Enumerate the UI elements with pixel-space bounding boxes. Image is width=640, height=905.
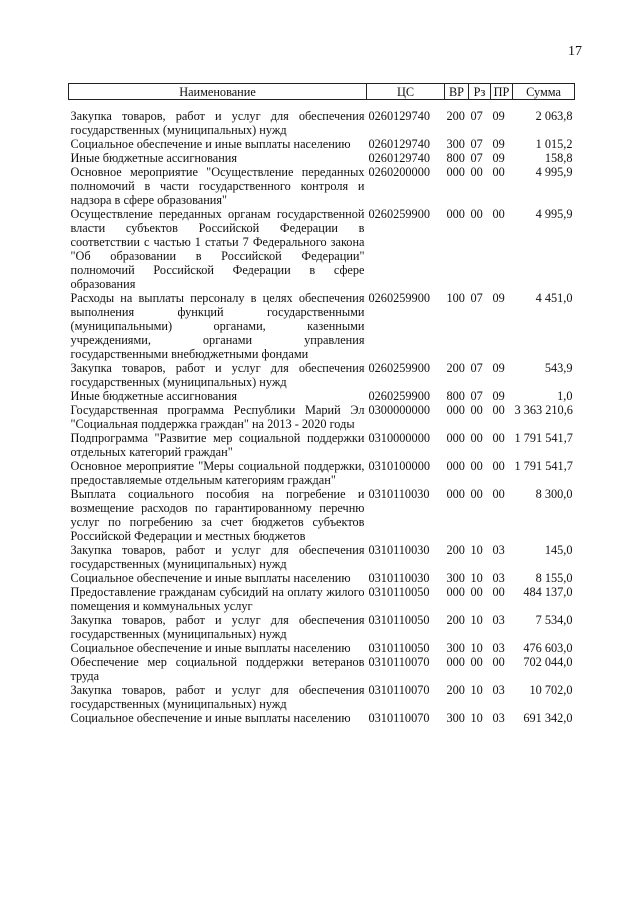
header-vr: ВР xyxy=(445,84,469,100)
cell-rz: 07 xyxy=(470,361,483,375)
cell-cs: 0260129740 xyxy=(368,109,430,123)
table-row xyxy=(69,403,575,431)
cell-vr: 000 xyxy=(446,403,465,417)
cell-rz: 10 xyxy=(470,543,483,557)
cell-pr: 09 xyxy=(492,109,505,123)
cell-vr: 100 xyxy=(446,291,465,305)
cell-sum: 8 300,0 xyxy=(535,487,573,501)
table-row xyxy=(69,585,575,613)
cell-pr: 00 xyxy=(492,655,505,669)
cell-name: Иные бюджетные ассигнования xyxy=(70,151,238,165)
header-cs: ЦС xyxy=(367,84,445,100)
cell-name: Социальное обеспечение и иные выплаты населению xyxy=(70,711,351,725)
table-row xyxy=(69,389,575,403)
cell-cs: 0310100000 xyxy=(368,459,430,473)
table-row xyxy=(69,431,575,459)
table-row xyxy=(69,641,575,655)
cell-sum: 8 155,0 xyxy=(535,571,573,585)
table-row xyxy=(69,487,575,543)
table-row xyxy=(69,683,575,711)
cell-name: Государственная программа Республики Марий Эл "Социальная поддержка граждан" на 2013 - 2020 годы xyxy=(70,403,365,431)
cell-cs: 0260129740 xyxy=(368,151,430,165)
cell-name: Подпрограмма "Развитие мер социальной поддержки отдельных категорий граждан" xyxy=(70,431,365,459)
cell-pr: 00 xyxy=(492,585,505,599)
cell-rz: 00 xyxy=(470,403,483,417)
table-header-row xyxy=(69,84,575,100)
cell-sum: 1 015,2 xyxy=(535,137,573,151)
table-row xyxy=(69,543,575,571)
cell-rz: 10 xyxy=(470,571,483,585)
cell-sum: 4 995,9 xyxy=(535,207,573,221)
cell-pr: 03 xyxy=(492,613,505,627)
table-row xyxy=(69,613,575,641)
cell-sum: 702 044,0 xyxy=(523,655,573,669)
cell-name: Выплата социального пособия на погребение и возмещение расходов по гарантированному перечню услуг по погребению за счет бюджетов субъектов Российской Федерации и местных бюджетов xyxy=(70,487,365,543)
cell-name: Основное мероприятие "Осуществление переданных полномочий в части государственного контроля и надзора в сфере образования" xyxy=(70,165,365,207)
cell-rz: 00 xyxy=(470,207,483,221)
cell-pr: 09 xyxy=(492,137,505,151)
header-spacer xyxy=(69,100,575,110)
cell-vr: 000 xyxy=(446,165,465,179)
cell-pr: 09 xyxy=(492,291,505,305)
cell-vr: 000 xyxy=(446,585,465,599)
cell-name: Предоставление гражданам субсидий на оплату жилого помещения и коммунальных услуг xyxy=(70,585,365,613)
table-row xyxy=(69,571,575,585)
cell-vr: 000 xyxy=(446,487,465,501)
cell-sum: 691 342,0 xyxy=(523,711,573,725)
cell-sum: 4 995,9 xyxy=(535,165,573,179)
cell-rz: 00 xyxy=(470,165,483,179)
cell-cs: 0260259900 xyxy=(368,291,430,305)
cell-rz: 10 xyxy=(470,613,483,627)
cell-pr: 03 xyxy=(492,543,505,557)
cell-cs: 0310110030 xyxy=(368,487,430,501)
cell-name: Социальное обеспечение и иные выплаты населению xyxy=(70,571,351,585)
cell-name: Основное мероприятие "Меры социальной поддержки, предоставляемые отдельным категориям граждан" xyxy=(70,459,365,487)
table-row xyxy=(69,655,575,683)
cell-sum: 158,8 xyxy=(544,151,573,165)
cell-vr: 000 xyxy=(446,207,465,221)
cell-rz: 00 xyxy=(470,459,483,473)
cell-cs: 0260259900 xyxy=(368,389,430,403)
cell-cs: 0310110030 xyxy=(368,571,430,585)
cell-pr: 00 xyxy=(492,431,505,445)
cell-vr: 200 xyxy=(446,613,465,627)
cell-cs: 0260129740 xyxy=(368,137,430,151)
cell-cs: 0260200000 xyxy=(368,165,430,179)
cell-name: Закупка товаров, работ и услуг для обеспечения государственных (муниципальных) нужд xyxy=(70,683,365,711)
cell-sum: 543,9 xyxy=(544,361,573,375)
cell-pr: 00 xyxy=(492,207,505,221)
header-rz: Рз xyxy=(469,84,491,100)
cell-pr: 00 xyxy=(492,165,505,179)
cell-sum: 1,0 xyxy=(557,389,573,403)
cell-cs: 0310110070 xyxy=(368,711,430,725)
header-name: Наименование xyxy=(69,84,367,100)
cell-rz: 00 xyxy=(470,431,483,445)
header-sum: Сумма xyxy=(513,84,575,100)
cell-pr: 03 xyxy=(492,711,505,725)
cell-rz: 00 xyxy=(470,487,483,501)
table-row xyxy=(69,291,575,361)
cell-cs: 0310110070 xyxy=(368,683,430,697)
cell-vr: 000 xyxy=(446,655,465,669)
cell-pr: 09 xyxy=(492,389,505,403)
budget-table xyxy=(68,83,575,725)
table-row xyxy=(69,137,575,151)
cell-rz: 10 xyxy=(470,683,483,697)
cell-sum: 145,0 xyxy=(544,543,573,557)
cell-name: Закупка товаров, работ и услуг для обеспечения государственных (муниципальных) нужд xyxy=(70,361,365,389)
cell-name: Расходы на выплаты персоналу в целях обеспечения выполнения функций государственными (муниципальными) органами, казенными учреждениями, органами управления государственными внебюджетными фондами xyxy=(70,291,365,361)
cell-sum: 4 451,0 xyxy=(535,291,573,305)
cell-sum: 10 702,0 xyxy=(529,683,573,697)
table-row xyxy=(69,711,575,725)
cell-vr: 300 xyxy=(446,641,465,655)
cell-vr: 200 xyxy=(446,683,465,697)
cell-rz: 10 xyxy=(470,641,483,655)
cell-pr: 09 xyxy=(492,151,505,165)
cell-cs: 0310110030 xyxy=(368,543,430,557)
cell-sum: 2 063,8 xyxy=(535,109,573,123)
cell-vr: 800 xyxy=(446,389,465,403)
cell-cs: 0300000000 xyxy=(368,403,430,417)
cell-cs: 0310110050 xyxy=(368,613,430,627)
cell-sum: 484 137,0 xyxy=(523,585,573,599)
cell-pr: 03 xyxy=(492,641,505,655)
cell-pr: 03 xyxy=(492,571,505,585)
cell-cs: 0310110050 xyxy=(368,585,430,599)
cell-rz: 07 xyxy=(470,389,483,403)
cell-name: Закупка товаров, работ и услуг для обеспечения государственных (муниципальных) нужд xyxy=(70,109,365,137)
cell-pr: 00 xyxy=(492,403,505,417)
cell-cs: 0310000000 xyxy=(368,431,430,445)
cell-sum: 476 603,0 xyxy=(523,641,573,655)
cell-rz: 10 xyxy=(470,711,483,725)
cell-pr: 03 xyxy=(492,683,505,697)
cell-vr: 300 xyxy=(446,137,465,151)
cell-sum: 7 534,0 xyxy=(535,613,573,627)
table-row xyxy=(69,361,575,389)
cell-name: Осуществление переданных органам государственной власти субъектов Российской Федерации в соответствии с частью 1 статьи 7 Федерального закона "Об образовании в Российской Федерации" полномочий Российской Федерации в сфере образования xyxy=(70,207,365,291)
table-row xyxy=(69,207,575,291)
cell-cs: 0260259900 xyxy=(368,207,430,221)
cell-cs: 0260259900 xyxy=(368,361,430,375)
cell-name: Закупка товаров, работ и услуг для обеспечения государственных (муниципальных) нужд xyxy=(70,543,365,571)
cell-vr: 300 xyxy=(446,711,465,725)
cell-rz: 00 xyxy=(470,655,483,669)
cell-vr: 200 xyxy=(446,543,465,557)
table-row xyxy=(69,459,575,487)
cell-sum: 3 363 210,6 xyxy=(514,403,573,417)
page-number: 17 xyxy=(568,44,582,59)
cell-vr: 000 xyxy=(446,431,465,445)
cell-name: Социальное обеспечение и иные выплаты населению xyxy=(70,641,351,655)
cell-pr: 09 xyxy=(492,361,505,375)
table-row xyxy=(69,151,575,165)
cell-vr: 200 xyxy=(446,109,465,123)
cell-vr: 800 xyxy=(446,151,465,165)
table-body xyxy=(69,100,575,726)
cell-pr: 00 xyxy=(492,487,505,501)
cell-sum: 1 791 541,7 xyxy=(514,431,573,445)
table-row xyxy=(69,109,575,137)
cell-cs: 0310110070 xyxy=(368,655,430,669)
cell-name: Закупка товаров, работ и услуг для обеспечения государственных (муниципальных) нужд xyxy=(70,613,365,641)
cell-vr: 000 xyxy=(446,459,465,473)
header-pr: ПР xyxy=(491,84,513,100)
cell-name: Обеспечение мер социальной поддержки ветеранов труда xyxy=(70,655,365,683)
cell-rz: 07 xyxy=(470,109,483,123)
cell-name: Социальное обеспечение и иные выплаты населению xyxy=(70,137,351,151)
cell-cs: 0310110050 xyxy=(368,641,430,655)
cell-pr: 00 xyxy=(492,459,505,473)
cell-vr: 200 xyxy=(446,361,465,375)
cell-rz: 00 xyxy=(470,585,483,599)
cell-rz: 07 xyxy=(470,291,483,305)
cell-rz: 07 xyxy=(470,151,483,165)
cell-vr: 300 xyxy=(446,571,465,585)
cell-rz: 07 xyxy=(470,137,483,151)
cell-sum: 1 791 541,7 xyxy=(514,459,573,473)
table-row xyxy=(69,165,575,207)
cell-name: Иные бюджетные ассигнования xyxy=(70,389,238,403)
